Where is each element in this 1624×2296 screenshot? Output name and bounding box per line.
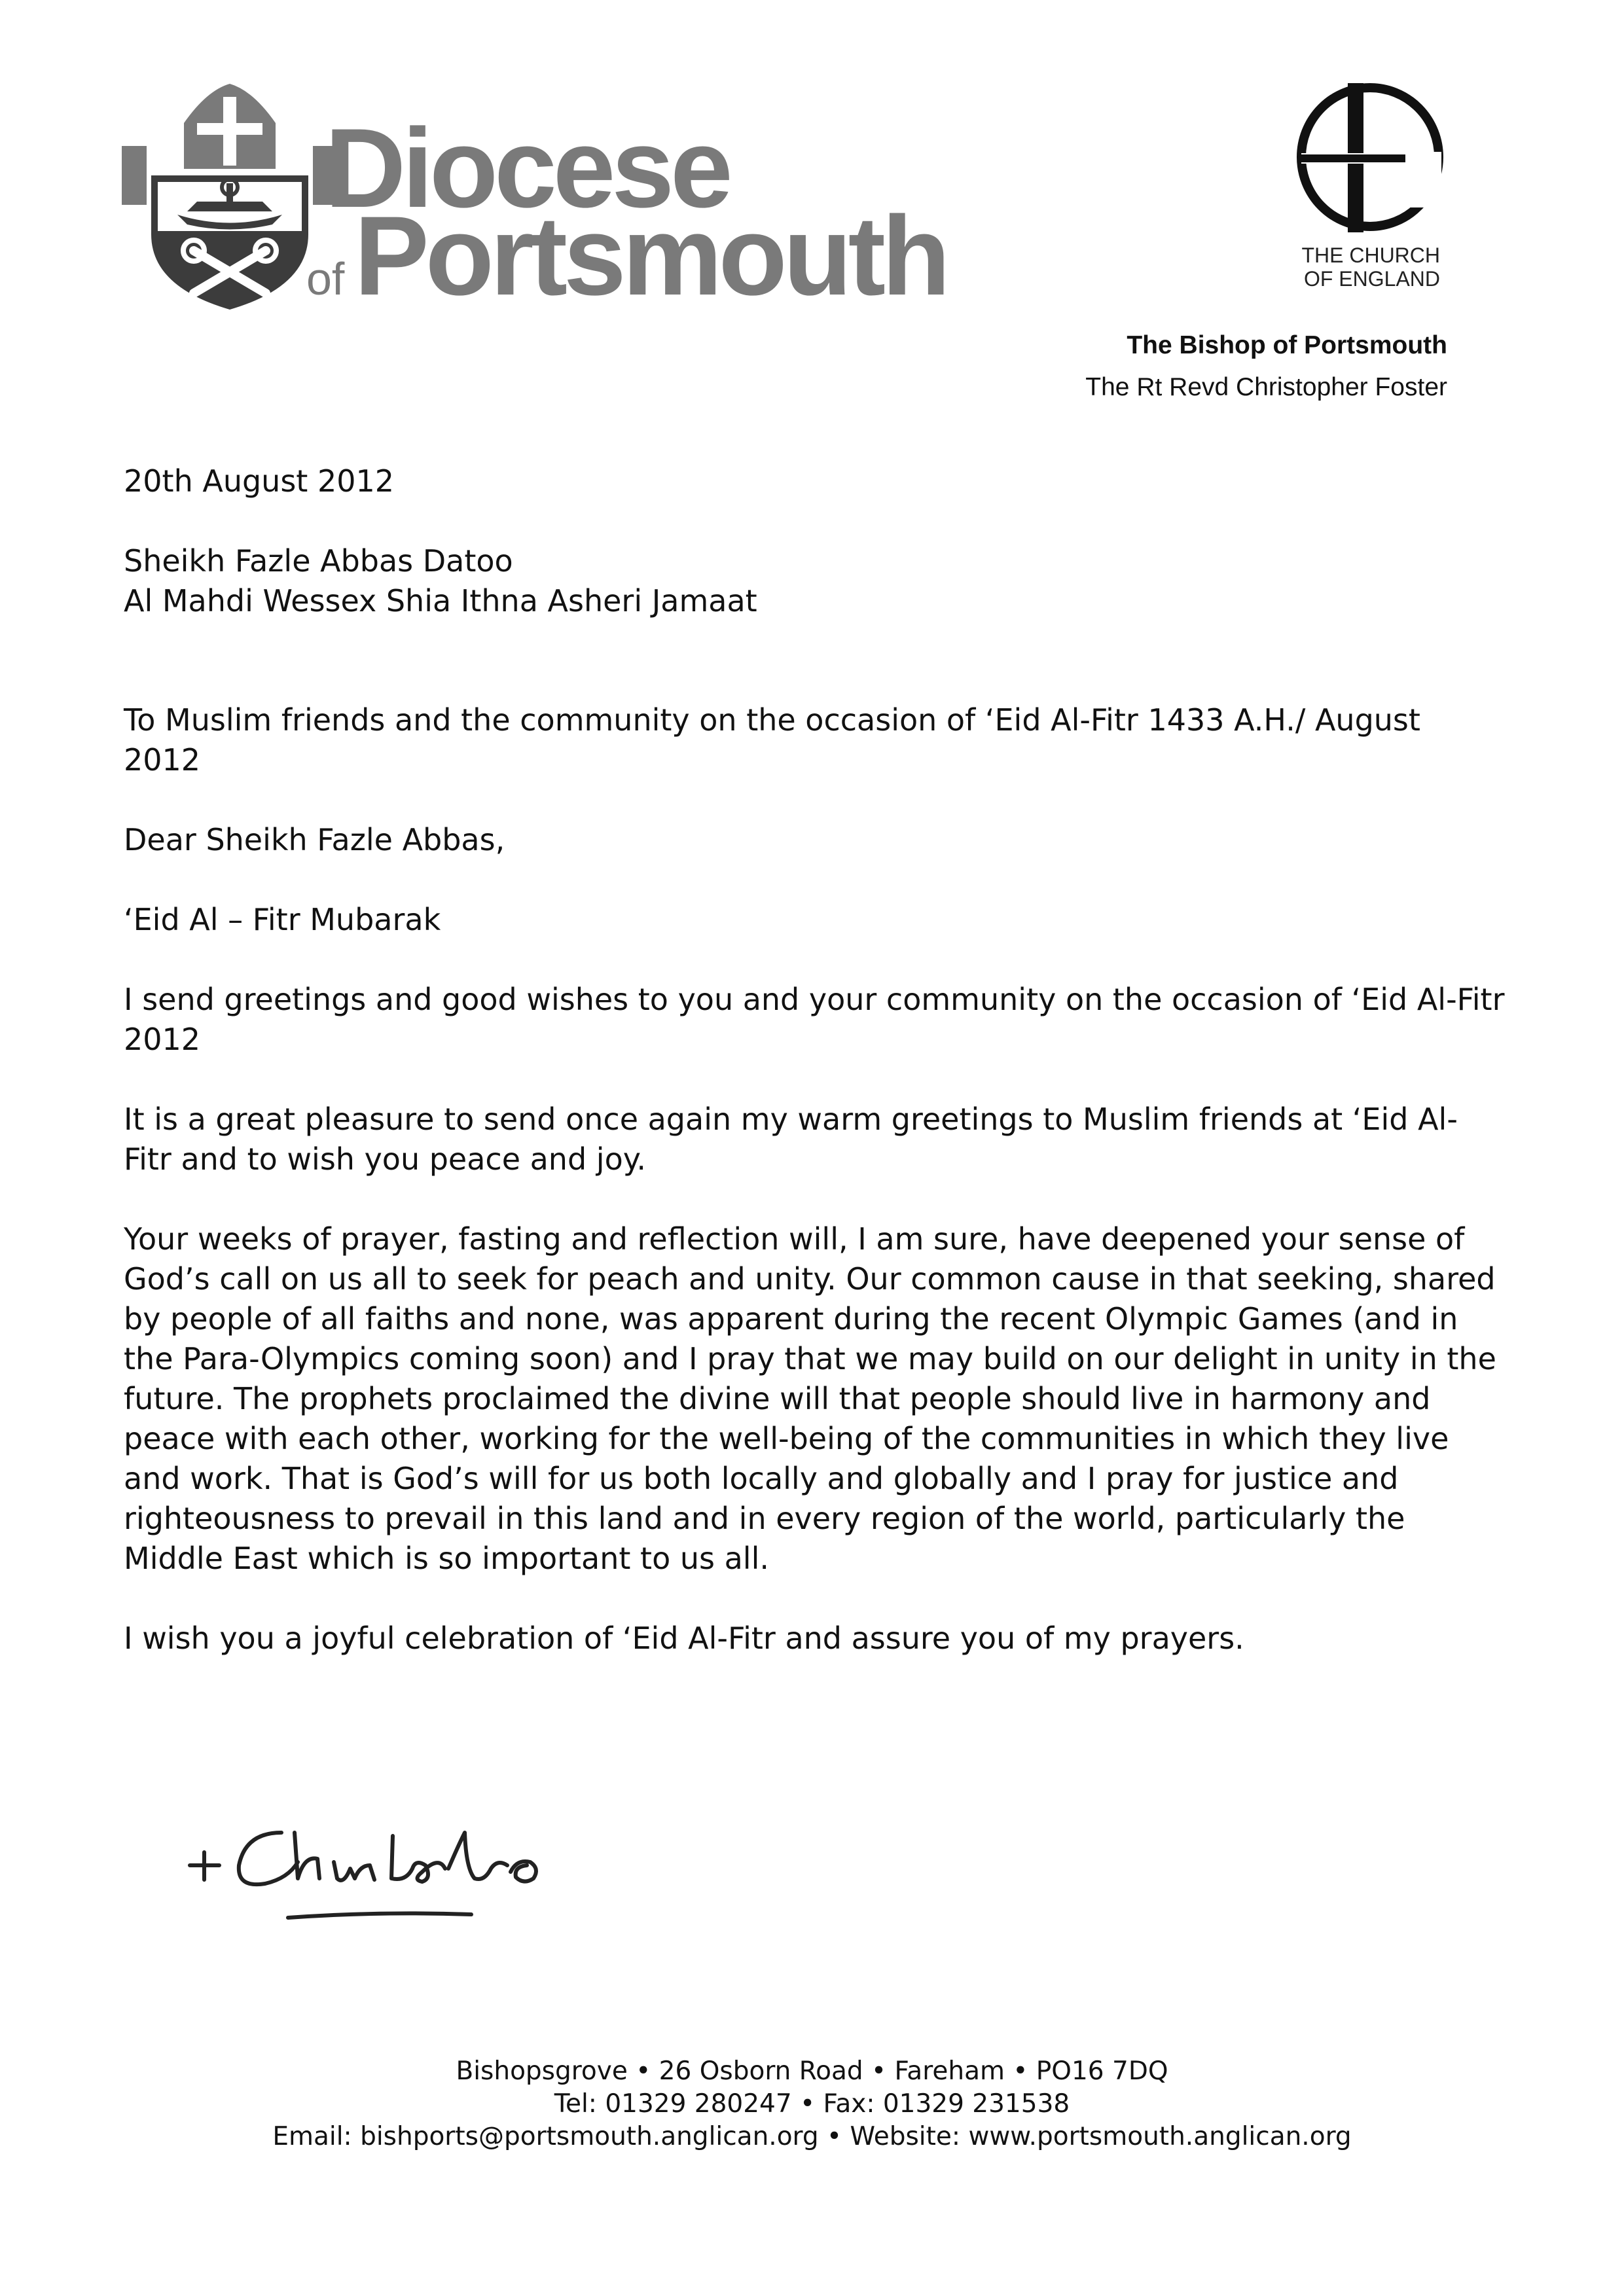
diocese-word-1: Diocese <box>325 105 729 231</box>
footer-address: Bishopsgrove • 26 Osborn Road • Fareham • PO16 7DQ <box>456 2056 1168 2086</box>
sender-name: The Rt Revd Christopher Foster <box>1085 373 1447 401</box>
signature <box>183 1806 569 1937</box>
diocese-logo <box>122 84 947 319</box>
letter-date: 20th August 2012 <box>124 463 395 499</box>
footer-web: Email: bishports@portsmouth.anglican.org • Website: www.portsmouth.anglican.org <box>272 2122 1352 2151</box>
recipient-organisation: Al Mahdi Wessex Shia Ithna Asheri Jamaat <box>124 583 757 619</box>
footer-phone: Tel: 01329 280247 • Fax: 01329 231538 <box>554 2089 1070 2119</box>
church-name <box>1280 243 1440 291</box>
diocese-crest-icon <box>122 84 947 319</box>
recipient-name: Sheikh Fazle Abbas Datoo <box>124 543 513 579</box>
church-name-line-2: OF ENGLAND <box>1303 267 1440 291</box>
paragraph-3: Your weeks of prayer, fasting and reflection will, I am sure, have deepened your sense of God’s call on us all to seek for peach and unity. Our common cause in that seeking, shared by people of all faiths and none, was apparent during the recent Olympic Games (and in the Para-Olympics coming soon) and I pray that we may build on our delight in unity in the future. The prophets proclaimed the divine will that people should live in harmony and peace with each other, working for the well-being of the communities in which they live and work. That is God’s will for us both locally and globally and I pray for justice and righteousness to prevail in this land and in every region of the world, particularly the Middle East which is so important to us all. <box>124 1221 1496 1576</box>
salutation: Dear Sheikh Fazle Abbas, <box>124 822 505 857</box>
paragraph-1: I send greetings and good wishes to you and your community on the occasion of ‘Eid Al-Fitr 2012 <box>124 982 1505 1057</box>
footer <box>0 2055 1624 2153</box>
sender-title: The Bishop of Portsmouth <box>1127 331 1447 359</box>
paragraph-2: It is a great pleasure to send once again my warm greetings to Muslim friends at ‘Eid Al-Fitr and to wish you peace and joy. <box>124 1102 1458 1177</box>
handwritten-signature-icon <box>183 1806 569 1937</box>
church-of-england-logo <box>1280 80 1463 289</box>
sender-block <box>1085 325 1447 408</box>
greeting: ‘Eid Al – Fitr Mubarak <box>124 902 441 937</box>
church-cross-icon <box>1293 80 1443 237</box>
diocese-of: of <box>306 253 345 304</box>
church-name-line-1: THE CHURCH <box>1301 243 1440 267</box>
diocese-word-2: Portsmouth <box>354 193 947 319</box>
paragraph-4: I wish you a joyful celebration of ‘Eid Al-Fitr and assure you of my prayers. <box>124 1621 1244 1656</box>
letter-subject: To Muslim friends and the community on the occasion of ‘Eid Al-Fitr 1433 A.H./ August 2012 <box>124 702 1420 778</box>
